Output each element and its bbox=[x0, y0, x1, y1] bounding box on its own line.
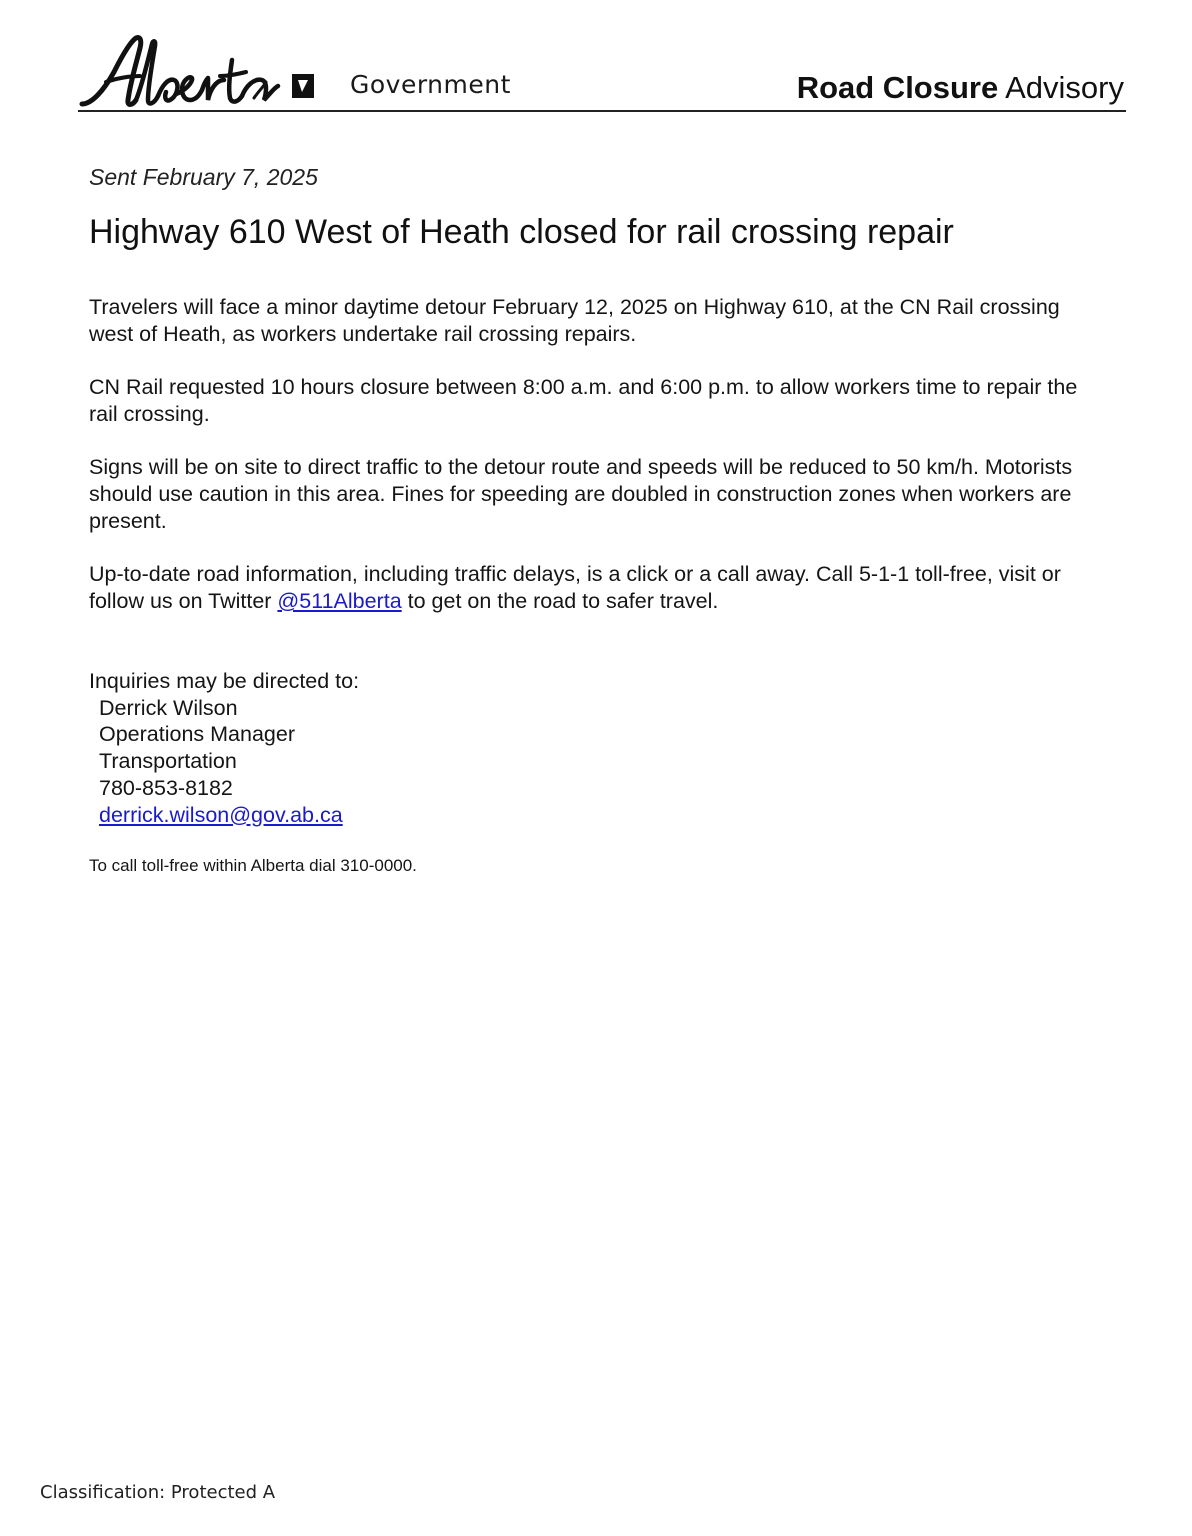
logo-government-text: Government bbox=[350, 70, 511, 99]
classification-label: Classification: Protected A bbox=[40, 1482, 276, 1503]
advisory-title-strong: Road Closure bbox=[796, 70, 999, 105]
contact-name: Derrick Wilson bbox=[99, 695, 238, 720]
alberta-government-logo bbox=[78, 30, 518, 110]
paragraph-signs-speed: Signs will be on site to direct traffic to the detour route and speeds will be reduced to 50 km/h. Motorists should use caution in this area. Fines for speeding are doubled in construction zones when workers are present. bbox=[89, 455, 1073, 533]
contact-intro: Inquiries may be directed to: bbox=[89, 669, 360, 693]
contact-block bbox=[89, 668, 359, 828]
paragraph-road-info bbox=[89, 561, 1099, 615]
advisory-title bbox=[797, 70, 1124, 106]
contact-email-link[interactable]: derrick.wilson@gov.ab.ca bbox=[99, 802, 343, 827]
page-title: Highway 610 West of Heath closed for rail crossing repair bbox=[89, 213, 954, 251]
road-info-text-before: Up-to-date road information, including traffic delays, is a click or a call away. Call 5-1-1 toll-free, visit or follow us on Twitter bbox=[89, 562, 1061, 613]
contact-phone: 780-853-8182 bbox=[99, 775, 233, 800]
contact-title: Operations Manager bbox=[99, 722, 295, 747]
advisory-title-rest: Advisory bbox=[1005, 70, 1124, 105]
road-info-text-after: to get on the road to safer travel. bbox=[401, 589, 719, 613]
twitter-511alberta-link[interactable]: @511Alberta bbox=[277, 589, 402, 613]
tollfree-note: To call toll-free within Alberta dial 310-0000. bbox=[89, 856, 417, 875]
alberta-wordmark-logo bbox=[78, 30, 318, 110]
paragraph-closure-hours: CN Rail requested 10 hours closure between 8:00 a.m. and 6:00 p.m. to allow workers time to repair the rail crossing. bbox=[89, 375, 1078, 426]
paragraph-detour: Travelers will face a minor daytime detour February 12, 2025 on Highway 610, at the CN Rail crossing west of Heath, as workers undertake rail crossing repairs. bbox=[89, 295, 1060, 346]
contact-department: Transportation bbox=[99, 749, 237, 774]
page-header bbox=[78, 30, 1126, 112]
sent-date: Sent February 7, 2025 bbox=[89, 164, 318, 190]
